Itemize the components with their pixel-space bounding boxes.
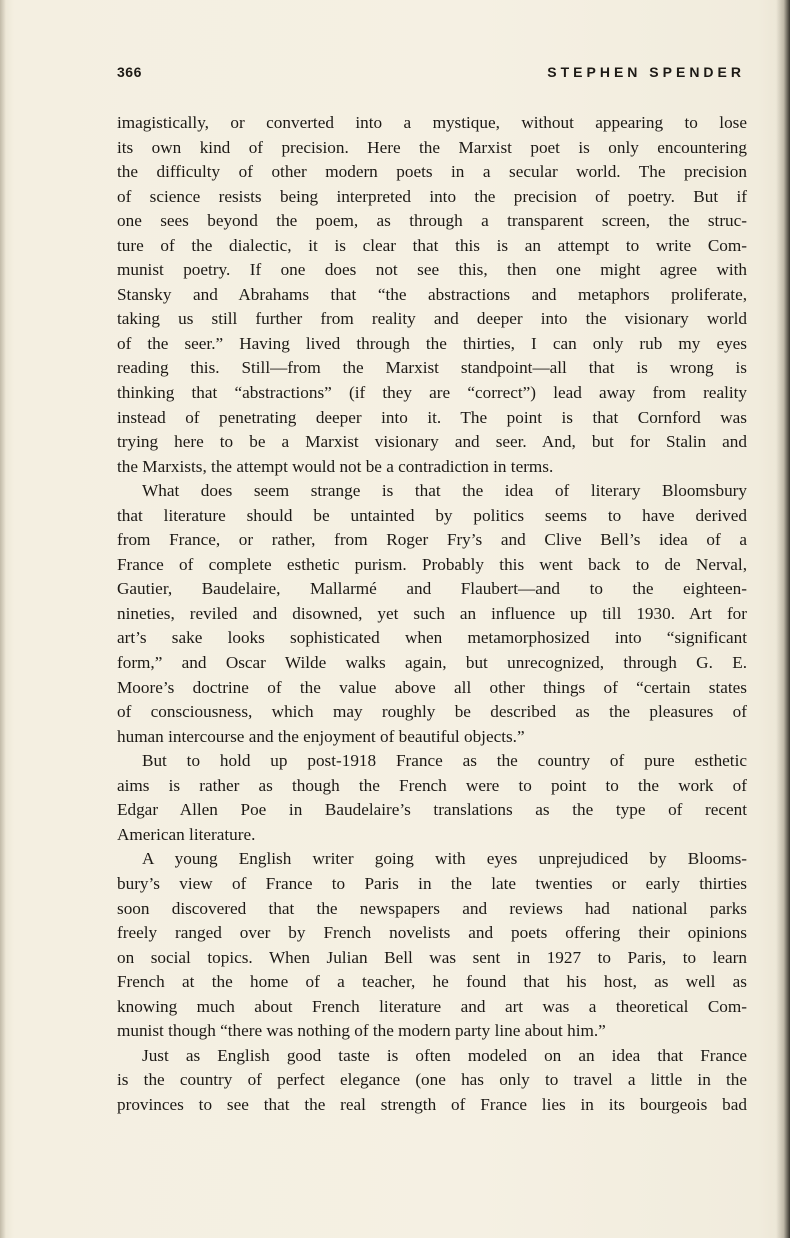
text-line: Stansky and Abrahams that “the abstractions and metaphors proliferate, [117,284,747,304]
text-line: trying here to be a Marxist visionary and seer. And, but for Stalin and [117,432,747,452]
text-line: freely ranged over by French novelists and poets offering their opinions [117,923,747,943]
page-number: 366 [117,64,142,80]
text-line: the difficulty of other modern poets in a secular world. The precision [117,162,747,182]
text-line: nineties, reviled and disowned, yet such an influence up till 1930. Art for [117,603,747,623]
text-line: soon discovered that the newspapers and reviews had national parks [117,898,747,918]
text-line: A young English writer going with eyes unprejudiced by Blooms- [142,849,747,869]
text-line: is the country of perfect elegance (one has only to travel a little in the [117,1070,747,1090]
text-line: munist though “there was nothing of the modern party line about him.” [117,1021,606,1041]
text-line: reading this. Still—from the Marxist standpoint—all that is wrong is [117,358,747,378]
text-line: French at the home of a teacher, he found that his host, as well as [117,972,747,992]
text-line: form,” and Oscar Wilde walks again, but unrecognized, through G. E. [117,653,747,673]
text-line: taking us still further from reality and deeper into the visionary world [117,309,747,329]
text-line: aims is rather as though the French were to point to the work of [117,775,747,795]
running-head-author: STEPHEN SPENDER [547,64,745,80]
book-binding-shadow [776,0,790,1238]
page-left-edge-shading [0,0,6,1238]
text-line: What does seem strange is that the idea of literary Bloomsbury [142,481,747,501]
text-line: the Marxists, the attempt would not be a contradiction in terms. [117,456,554,476]
text-line: thinking that “abstractions” (if they are “correct”) lead away from reality [117,383,747,403]
text-line: instead of penetrating deeper into it. The point is that Cornford was [117,407,747,427]
text-line: Just as English good taste is often modeled on an idea that France [142,1045,747,1065]
body-text [117,111,747,1117]
text-line: from France, or rather, from Roger Fry’s and Clive Bell’s idea of a [117,530,747,550]
text-line: Edgar Allen Poe in Baudelaire’s translations as the type of recent [117,800,747,820]
text-line: of the seer.” Having lived through the thirties, I can only rub my eyes [117,333,747,353]
text-line: of consciousness, which may roughly be described as the pleasures of [117,702,747,722]
text-line: one sees beyond the poem, as through a transparent screen, the struc- [117,211,747,231]
text-line: Moore’s doctrine of the value above all other things of “certain states [117,677,747,697]
text-line: Gautier, Baudelaire, Mallarmé and Flaubert—and to the eighteen- [117,579,747,599]
text-line: munist poetry. If one does not see this, then one might agree with [117,260,747,280]
text-line: knowing much about French literature and art was a theoretical Com- [117,996,747,1016]
text-line: of science resists being interpreted into the precision of poetry. But if [117,186,747,206]
text-line: But to hold up post-1918 France as the country of pure esthetic [142,751,747,771]
text-line: imagistically, or converted into a mystique, without appearing to lose [117,113,747,132]
text-line: human intercourse and the enjoyment of beautiful objects.” [117,726,525,746]
text-line: on social topics. When Julian Bell was sent in 1927 to Paris, to learn [117,947,747,967]
text-line: that literature should be untainted by politics seems to have derived [117,505,747,525]
text-line: bury’s view of France to Paris in the late twenties or early thirties [117,873,747,893]
text-line: art’s sake looks sophisticated when metamorphosized into “significant [117,628,747,648]
running-head [117,64,745,86]
text-line: France of complete esthetic purism. Probably this went back to de Nerval, [117,554,747,574]
text-line: provinces to see that the real strength of France lies in its bourgeois bad [117,1094,747,1114]
text-line: American literature. [117,824,256,844]
text-line: ture of the dialectic, it is clear that this is an attempt to write Com- [117,235,747,255]
text-line: its own kind of precision. Here the Marxist poet is only encountering [117,137,747,157]
